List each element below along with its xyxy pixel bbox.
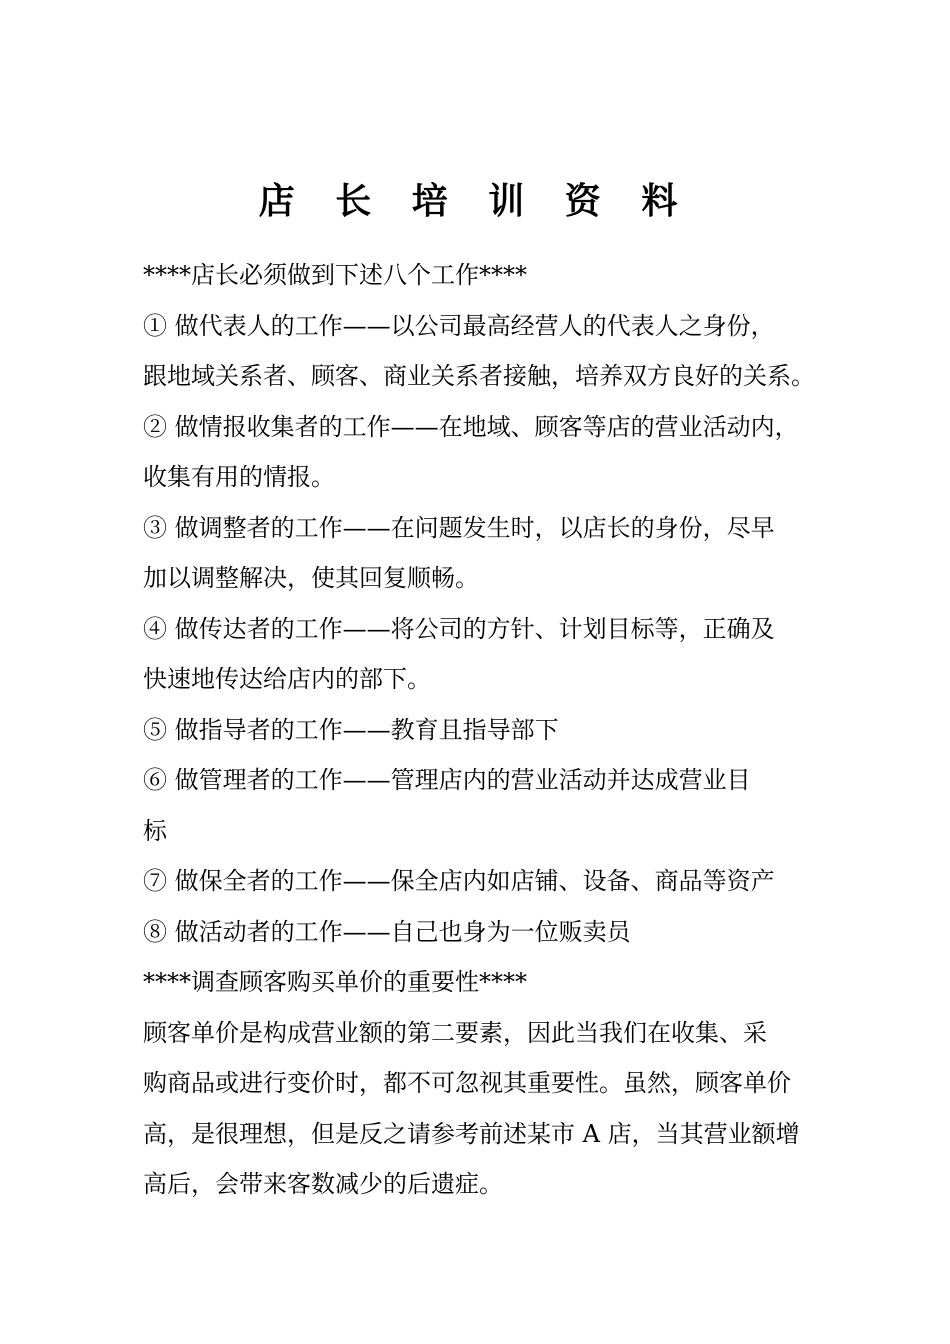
paragraph-line: ****店长必须做到下述八个工作**** [143, 261, 527, 289]
paragraph-line: 跟地域关系者、顾客、商业关系者接触，培养双方良好的关系。 [143, 362, 815, 390]
paragraph-line: 高，是很理想，但是反之请参考前述某市 A 店，当其营业额增 [143, 1119, 800, 1148]
paragraph-line: 标 [143, 816, 167, 845]
paragraph-line: 购商品或进行变价时，都不可忽视其重要性。虽然，顾客单价 [143, 1069, 791, 1097]
document-body [143, 250, 823, 1210]
paragraph-line: 加以调整解决，使其回复顺畅。 [143, 564, 479, 592]
paragraph-line: 收集有用的情报。 [143, 463, 335, 491]
paragraph-line: ② 做情报收集者的工作——在地域、顾客等店的营业活动内， [143, 412, 799, 441]
paragraph-line: ****调查顾客购买单价的重要性**** [143, 968, 527, 996]
paragraph-line: 顾客单价是构成营业额的第二要素，因此当我们在收集、采 [143, 1018, 767, 1047]
paragraph-line: 快速地传达给店内的部下。 [143, 665, 431, 693]
paragraph-line: ⑧ 做活动者的工作——自己也身为一位贩卖员 [143, 917, 631, 946]
document-title: 店 长 培 训 资 料 [258, 180, 692, 222]
paragraph-line: ⑦ 做保全者的工作——保全店内如店铺、设备、商品等资产 [143, 867, 775, 895]
paragraph-line: ③ 做调整者的工作——在问题发生时，以店长的身份，尽早 [143, 513, 775, 542]
paragraph-line: ① 做代表人的工作——以公司最高经营人的代表人之身份， [143, 311, 775, 340]
paragraph-line: 高后，会带来客数减少的后遗症。 [143, 1170, 503, 1198]
paragraph-line: ④ 做传达者的工作——将公司的方针、计划目标等，正确及 [143, 614, 775, 643]
paragraph-line: ⑥ 做管理者的工作——管理店内的营业活动并达成营业目 [143, 766, 751, 794]
paragraph-line: ⑤ 做指导者的工作——教育且指导部下 [143, 715, 559, 744]
